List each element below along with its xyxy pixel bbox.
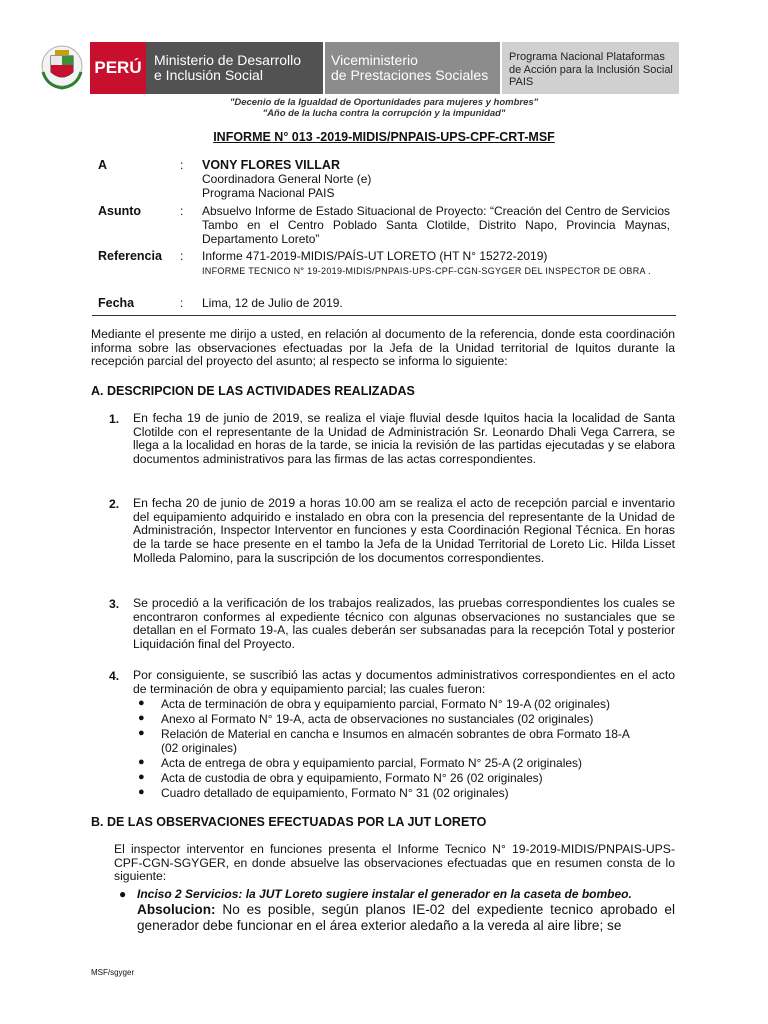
- field-colon: :: [180, 249, 184, 263]
- bullet-text: Relación de Material en cancha e Insumos en almacén sobrantes de obra Formato 18-A (02 originales): [161, 727, 630, 755]
- absolucion-text: No es posible, según planos IE-02 del expediente tecnico aprobado el generador debe funcionar en el área exterior aledaño a la vereda al aire libre; se: [137, 902, 675, 933]
- field-asunto-label: Asunto: [98, 204, 142, 218]
- bullet-text: Acta de entrega de obra y equipamiento parcial, Formato N° 25-A (2 originales): [161, 756, 583, 770]
- field-ref-label: Referencia: [98, 249, 162, 263]
- program-line-3: PAIS: [509, 76, 534, 88]
- item-text: Por consiguiente, se suscribió las actas y documentos administrativos correspondientes en el acto de terminación de obra y equipamiento parcial; las cuales fueron:: [133, 668, 675, 696]
- item-number: 3.: [109, 597, 120, 611]
- item-text: En fecha 20 de junio de 2019 a horas 10.00 am se realiza el acto de recepción parcial e inventario del equipamiento adquirido e instalado en obra con la presencia del representante de la Unidad de Administración, Inspector Interventor en funciones y esta Coordinación Regional Técnica. En horas de la tarde se hace presente en el tambo la Jefa de la Unidad Territorial de Loreto Lic. Hilda Lisset Molleda Palomino, para la suscripción de los documentos correspondientes.: [133, 496, 675, 565]
- field-fecha-label: Fecha: [98, 296, 135, 310]
- item-number: 1.: [109, 412, 120, 426]
- field-fecha-value: Lima, 12 de Julio de 2019.: [202, 296, 343, 310]
- field-colon: :: [180, 158, 184, 172]
- vice-line-1: Viceministerio: [331, 52, 418, 68]
- ministry-block: [146, 42, 323, 94]
- field-colon: :: [180, 296, 184, 310]
- field-ref-value: [202, 249, 670, 278]
- bullet-text: Anexo al Formato N° 19-A, acta de observaciones no sustanciales (02 originales): [161, 712, 594, 726]
- recipient-name: VONY FLORES VILLAR: [202, 158, 340, 172]
- ministry-line-1: Ministerio de Desarrollo: [154, 52, 302, 68]
- field-asunto-value: Absuelvo Informe de Estado Situacional de Proyecto: “Creación del Centro de Servicios Tambo en el Centro Poblado Santa Clotilde, Distrito Napo, Provincia Maynas, Departamento Loreto”: [202, 204, 670, 246]
- divider: [92, 315, 676, 316]
- ref-line-2: INFORME TECNICO N° 19-2019-MIDIS/PNPAIS-UPS-CPF-CGN-SGYGER DEL INSPECTOR DE OBRA .: [202, 266, 651, 276]
- inciso-bullet-icon: ●: [119, 887, 127, 901]
- item-text: Se procedió a la verificación de los trabajos realizados, las pruebas correspondientes los cuales se encontraron conformes al expediente técnico con algunas observaciones no sustanciales que se detallan en el Formato 19-A, las cuales deberán ser subsanadas para la recepción Total y posterior Liquidación final del Proyecto.: [133, 596, 675, 652]
- bullet-icon: ●: [138, 786, 145, 798]
- bullet-icon: ●: [138, 697, 145, 709]
- absolucion-label: Absolucion:: [137, 902, 216, 917]
- coat-of-arms-logo: [37, 42, 87, 94]
- inciso-title: Inciso 2 Servicios: la JUT Loreto sugiere instalar el generador en la caseta de bombeo.: [137, 887, 632, 901]
- peru-brand: PERÚ: [90, 42, 146, 94]
- decree-line-1: "Decenio de la Igualdad de Oportunidades para mujeres y hombres": [229, 97, 539, 108]
- bullet-icon: ●: [138, 712, 145, 724]
- ref-line-1: Informe 471-2019-MIDIS/PAÍS-UT LORETO (HT N° 15272-2019): [202, 249, 548, 263]
- bullet-icon: ●: [138, 771, 145, 783]
- item-text: En fecha 19 de junio de 2019, se realiza el viaje fluvial desde Iquitos hacia la localidad de Santa Clotilde con el representante de la Unidad de Administración Sr. Leonardo Dhali Vega Carrera, se llega a la localidad en horas de la tarde, se inicia la revisión de las partidas ejecutadas y se elabora documentos administrativos para las firmas de las actas correspondientes.: [133, 411, 675, 467]
- intro-paragraph: Mediante el presente me dirijo a usted, en relación al documento de la referencia, donde esta coordinación informa sobre las observaciones efectuadas por la Jefa de la Unidad territorial de Iquitos durante la recepción parcial del proyecto del asunto; al respecto se informa lo siguiente:: [91, 327, 675, 369]
- field-a-value: [202, 158, 670, 200]
- item-number: 4.: [109, 669, 120, 683]
- viceministry-block: [325, 42, 500, 94]
- recipient-program: Programa Nacional PAIS: [202, 186, 335, 200]
- program-line-1: Programa Nacional Plataformas: [509, 51, 665, 63]
- recipient-role: Coordinadora General Norte (e): [202, 172, 372, 186]
- field-a-label: A: [98, 158, 108, 172]
- item-number: 2.: [109, 497, 120, 511]
- bullet-text: Acta de custodia de obra y equipamiento, Formato N° 26 (02 originales): [161, 771, 543, 785]
- absolucion-paragraph: [137, 902, 675, 934]
- section-b-heading: B. DE LAS OBSERVACIONES EFECTUADAS POR LA JUT LORETO: [91, 815, 487, 829]
- vice-line-2: de Prestaciones Sociales: [331, 67, 489, 83]
- bullet-text: Acta de terminación de obra y equipamiento parcial, Formato N° 19-A (02 originales): [161, 697, 611, 711]
- program-line-2: de Acción para la Inclusión Social: [509, 63, 673, 76]
- section-a-heading: A. DESCRIPCION DE LAS ACTIVIDADES REALIZADAS: [91, 384, 415, 398]
- bullet-text: Cuadro detallado de equipamiento, Formato N° 31 (02 originales): [161, 786, 509, 800]
- bullet-icon: ●: [138, 727, 145, 739]
- section-b-paragraph: El inspector interventor en funciones presenta el Informe Tecnico N° 19-2019-MIDIS/PNPAIS-UPS-CPF-CGN-SGYGER, en donde absuelve las observaciones efectuadas que en resumen consta de lo siguiente:: [114, 842, 675, 884]
- bullet-icon: ●: [138, 756, 145, 768]
- program-block: [502, 42, 679, 94]
- footer-initials: MSF/sgyger: [91, 968, 135, 977]
- report-title: INFORME N° 013 -2019-MIDIS/PNPAIS-UPS-CPF-CRT-MSF: [213, 130, 555, 144]
- decree-line-2: "Año de la lucha contra la corrupción y la impunidad": [262, 108, 506, 119]
- ministry-line-2: e Inclusión Social: [154, 67, 263, 83]
- field-colon: :: [180, 204, 184, 218]
